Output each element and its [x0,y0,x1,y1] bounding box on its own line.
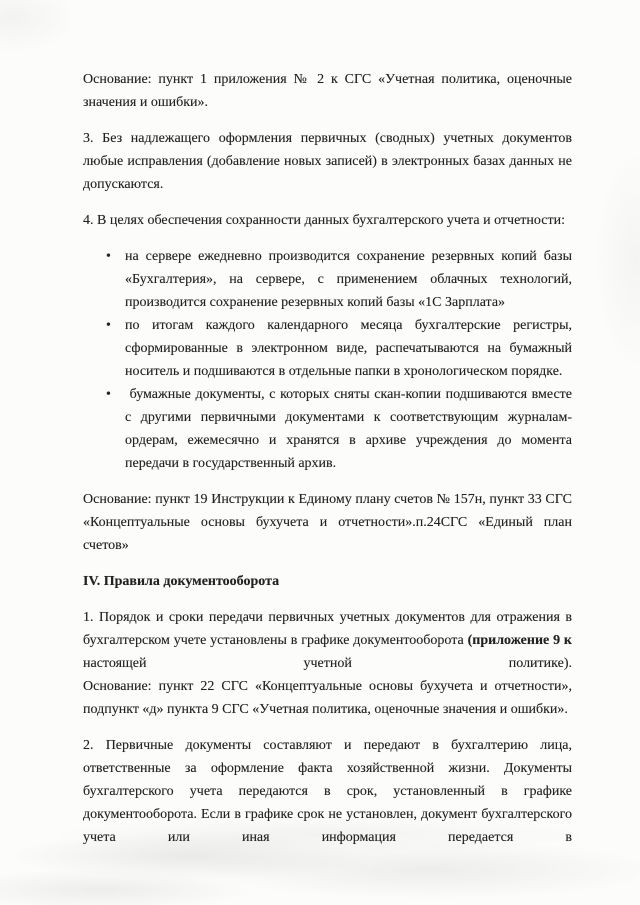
document-body [83,68,572,862]
text-run: Основание: пункт 22 СГС «Концептуальные основы бухучета и отчетности», подпункт «д» пункта 9 СГС «Учетная политика, оценочные значения и ошибки». [83,679,572,717]
text-run: по итогам каждого календарного месяца бухгалтерские регистры, сформированные в электронном виде, распечатываются на бумажный носитель и подшиваются в отдельные папки в хронологическом порядке. [125,318,572,379]
text-run: бумажные документы, с которых сняты скан-копии подшиваются вместе с другими первичными документами к соответствующим журналам-ордерам, ежемесячно и хранятся в архиве учреждения до момента передачи в государственный архив. [125,387,572,471]
text-run: 4. В целях обеспечения сохранности данных бухгалтерского учета и отчетности: [83,213,565,228]
bullet-item [125,314,572,383]
item-1-docflow-paragraph [83,606,572,675]
text-run: 2. Первичные документы составляют и передают в бухгалтерию лица, ответственные за оформление факта хозяйственной жизни. Документы бухгалтерского учета передаются в срок, установленный в графике документооборота. Если в графике срок не установлен, документ бухгалтерского учета или иная информация передается в [83,738,572,845]
text-run: Основание: пункт 1 приложения № 2 к СГС «Учетная политика, оценочные значения и ошибки». [83,72,572,110]
bullet-item [125,383,572,475]
text-run: Основание: пункт 19 Инструкции к Единому плану счетов № 157н, пункт 33 СГС «Концептуальные основы бухучета и отчетности».п.24СГС «Единый план счетов» [83,492,572,553]
text-run: 3. Без надлежащего оформления первичных (сводных) учетных документов любые исправления (добавление новых записей) в электронных базах данных не допускаются. [83,131,572,192]
data-safety-bullet-list [83,245,572,475]
text-run: настоящей учетной политике). [83,656,572,671]
basis-p19-paragraph [83,488,572,557]
item-4-paragraph [83,209,572,232]
basis-p22-paragraph [83,675,572,721]
text-run: на сервере ежедневно производится сохранение резервных копий базы «Бухгалтерия», на сервере, с применением облачных технологий, производится сохранение резервных копий базы «1С Зарплата» [125,249,572,310]
section-iv-heading [83,570,572,593]
bold-text-run: IV. Правила документооборота [83,574,280,589]
basis-appendix2-paragraph [83,68,572,114]
item-3-paragraph [83,127,572,196]
bullet-item [125,245,572,314]
bold-text-run: (приложение 9 к [467,633,572,648]
text-run: 1. Порядок и сроки передачи первичных учетных документов для отражения в бухгалтерском учете установлены в графике документооборота [83,610,572,648]
item-2-primary-docs-paragraph [83,734,572,849]
